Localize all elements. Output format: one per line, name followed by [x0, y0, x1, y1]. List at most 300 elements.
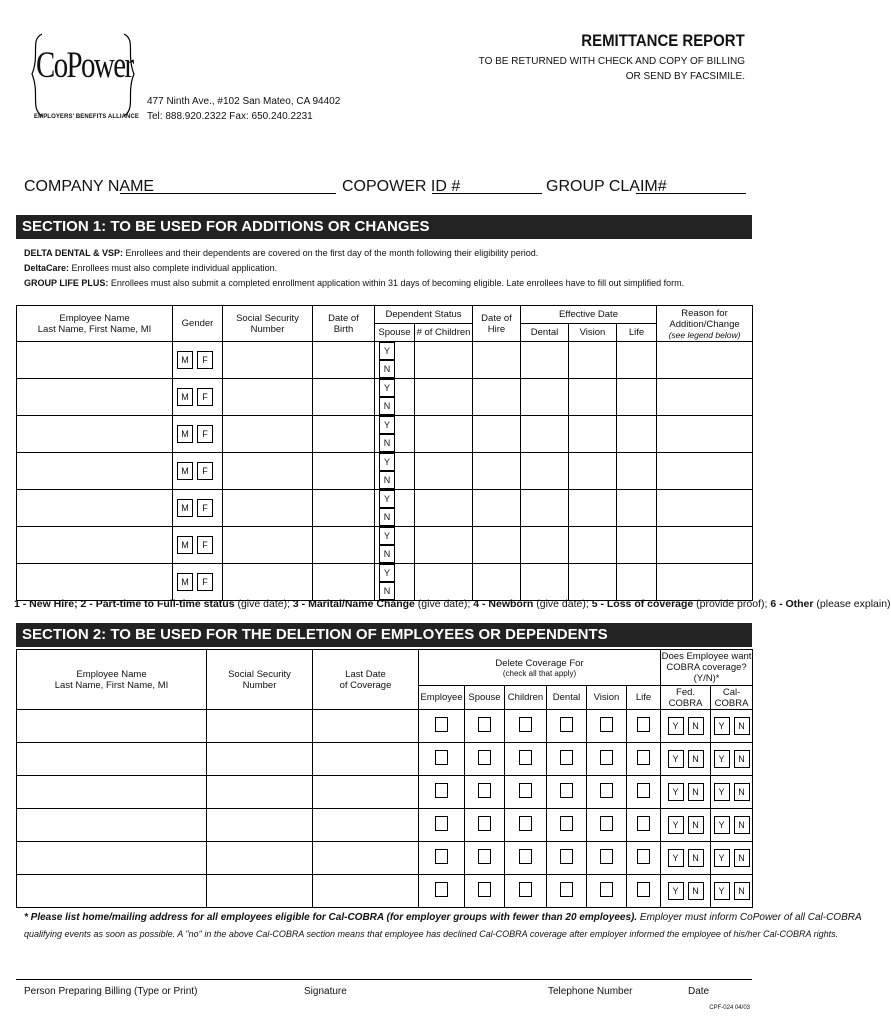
children-cell[interactable]: [415, 527, 473, 564]
header2-vision: Vision: [587, 686, 627, 710]
employee-name-cell[interactable]: [17, 776, 207, 809]
employee-check-cell: [419, 743, 465, 776]
employee-checkbox[interactable]: [435, 750, 448, 765]
cal-cobra-cell: [711, 743, 753, 776]
ssn-cell[interactable]: [223, 453, 313, 490]
spouse-check-cell: [465, 776, 505, 809]
dental-date-cell[interactable]: [521, 453, 569, 490]
children-check-cell: [505, 842, 547, 875]
gender-male-box[interactable]: M: [177, 388, 193, 406]
vision-check-cell: [587, 842, 627, 875]
header-employee-name: Employee Name Last Name, First Name, MI: [17, 306, 173, 342]
gender-male-box[interactable]: M: [177, 425, 193, 443]
fed-cobra-yes-box[interactable]: Y: [668, 783, 684, 801]
ssn-cell[interactable]: [223, 342, 313, 379]
dental-check-cell: [547, 809, 587, 842]
spouse-cell: [375, 379, 415, 416]
dental-check-cell: [547, 710, 587, 743]
dob-cell[interactable]: [313, 416, 375, 453]
telephone-label: Telephone Number: [548, 986, 633, 997]
addition-row: [17, 564, 753, 601]
header2-dental: Dental: [547, 686, 587, 710]
hire-date-cell[interactable]: [473, 564, 521, 601]
children-checkbox[interactable]: [519, 849, 532, 864]
dental-date-cell[interactable]: [521, 564, 569, 601]
last-date-cell[interactable]: [313, 776, 419, 809]
vision-date-cell[interactable]: [569, 490, 617, 527]
vision-checkbox[interactable]: [600, 882, 613, 897]
dental-check-cell: [547, 842, 587, 875]
cal-cobra-yes-box[interactable]: Y: [714, 750, 730, 768]
signature-label: Signature: [304, 986, 347, 997]
dental-checkbox[interactable]: [560, 717, 573, 732]
life-check-cell: [627, 842, 661, 875]
vision-date-cell[interactable]: [569, 342, 617, 379]
person-preparing-label: Person Preparing Billing (Type or Print): [24, 986, 198, 997]
header2-spouse: Spouse: [465, 686, 505, 710]
last-date-cell[interactable]: [313, 809, 419, 842]
dob-cell[interactable]: [313, 379, 375, 416]
reason-cell[interactable]: [657, 342, 753, 379]
children-cell[interactable]: [415, 379, 473, 416]
spouse-yes-box[interactable]: Y: [379, 490, 395, 508]
dental-check-cell: [547, 743, 587, 776]
fed-cobra-cell: [661, 743, 711, 776]
reason-legend: 1 - New Hire; 2 - Part-time to Full-time status (give date); 3 - Marital/Name Change (give date); 4 - Newborn (give date); 5 - Loss of coverage (provide proof); 6 - Other (please explain): [14, 598, 891, 610]
fed-cobra-yes-box[interactable]: Y: [668, 849, 684, 867]
addition-row: [17, 490, 753, 527]
dob-cell[interactable]: [313, 490, 375, 527]
vision-check-cell: [587, 875, 627, 908]
vision-check-cell: [587, 809, 627, 842]
fed-cobra-no-box[interactable]: N: [688, 783, 704, 801]
reason-cell[interactable]: [657, 416, 753, 453]
header2-cobra-question: Does Employee want COBRA coverage? (Y/N)*: [661, 651, 752, 684]
hire-date-cell[interactable]: [473, 416, 521, 453]
fed-cobra-yes-box[interactable]: Y: [668, 816, 684, 834]
gender-female-box[interactable]: F: [197, 388, 213, 406]
dental-date-cell[interactable]: [521, 527, 569, 564]
date-label: Date: [688, 986, 710, 997]
header2-last-date: Last Date of Coverage: [313, 650, 419, 710]
cal-cobra-cell: [711, 710, 753, 743]
company-name-label: COMPANY NAME: [24, 178, 155, 195]
section1-note-grouplife: GROUP LIFE PLUS: Enrollees must also submit a completed enrollment application within 31 days of becoming eligible. Late enrollees have to fill out simplified form.: [24, 278, 685, 288]
last-date-cell[interactable]: [313, 743, 419, 776]
spouse-no-box[interactable]: N: [379, 471, 395, 489]
gender-male-box[interactable]: M: [177, 462, 193, 480]
spouse-checkbox[interactable]: [478, 717, 491, 732]
fed-cobra-no-box[interactable]: N: [688, 849, 704, 867]
employee-checkbox[interactable]: [435, 882, 448, 897]
deletion-row: [17, 776, 753, 809]
spouse-no-box[interactable]: N: [379, 397, 395, 415]
employee-checkbox[interactable]: [435, 816, 448, 831]
vision-checkbox[interactable]: [600, 717, 613, 732]
header-reason: Reason for Addition/Change (see legend below): [657, 306, 753, 342]
ssn-cell[interactable]: [207, 743, 313, 776]
spouse-cell: [375, 453, 415, 490]
spouse-cell: [375, 490, 415, 527]
children-cell[interactable]: [415, 490, 473, 527]
employee-name-cell[interactable]: [17, 710, 207, 743]
cal-cobra-yes-box[interactable]: Y: [714, 882, 730, 900]
fed-cobra-cell: [661, 809, 711, 842]
deletions-table: [16, 649, 753, 908]
dental-date-cell[interactable]: [521, 342, 569, 379]
life-date-cell[interactable]: [617, 416, 657, 453]
children-check-cell: [505, 743, 547, 776]
header2-employee: Employee: [419, 686, 465, 710]
spouse-cell: [375, 342, 415, 379]
header-effective-date: Effective Date: [521, 306, 657, 324]
company-name-field[interactable]: [120, 193, 336, 194]
employee-name-cell[interactable]: [17, 342, 173, 379]
ssn-cell[interactable]: [207, 809, 313, 842]
fed-cobra-no-box[interactable]: N: [688, 750, 704, 768]
life-check-cell: [627, 809, 661, 842]
gender-male-box[interactable]: M: [177, 351, 193, 369]
fed-cobra-cell: [661, 842, 711, 875]
life-checkbox[interactable]: [637, 717, 650, 732]
gender-cell: [173, 379, 223, 416]
header-ssn: Social Security Number: [223, 306, 313, 342]
addition-row: [17, 527, 753, 564]
employee-check-cell: [419, 809, 465, 842]
cal-cobra-yes-box[interactable]: Y: [714, 783, 730, 801]
cal-cobra-no-box[interactable]: N: [734, 882, 750, 900]
deletion-row: [17, 710, 753, 743]
vision-checkbox[interactable]: [600, 816, 613, 831]
dental-check-cell: [547, 776, 587, 809]
cal-cobra-cell: [711, 776, 753, 809]
gender-male-box[interactable]: M: [177, 499, 193, 517]
group-claim-field[interactable]: [636, 193, 746, 194]
cal-cobra-no-box[interactable]: N: [734, 750, 750, 768]
life-date-cell[interactable]: [617, 379, 657, 416]
employee-name-cell[interactable]: [17, 875, 207, 908]
gender-cell: [173, 527, 223, 564]
life-checkbox[interactable]: [637, 750, 650, 765]
gender-female-box[interactable]: F: [197, 499, 213, 517]
gender-cell: [173, 453, 223, 490]
life-date-cell[interactable]: [617, 527, 657, 564]
spouse-no-box[interactable]: N: [379, 582, 395, 600]
vision-checkbox[interactable]: [600, 750, 613, 765]
header2-ssn: Social Security Number: [207, 650, 313, 710]
deletion-row: [17, 809, 753, 842]
section1-note-deltacare: DeltaCare: Enrollees must also complete individual application.: [24, 263, 278, 273]
fed-cobra-yes-box[interactable]: Y: [668, 882, 684, 900]
fed-cobra-yes-box[interactable]: Y: [668, 750, 684, 768]
addition-row: [17, 453, 753, 490]
spouse-yes-box[interactable]: Y: [379, 416, 395, 434]
dental-date-cell[interactable]: [521, 490, 569, 527]
life-check-cell: [627, 710, 661, 743]
gender-female-box[interactable]: F: [197, 351, 213, 369]
cal-cobra-cell: [711, 875, 753, 908]
ssn-cell[interactable]: [223, 379, 313, 416]
children-check-cell: [505, 776, 547, 809]
last-date-cell[interactable]: [313, 710, 419, 743]
employee-check-cell: [419, 875, 465, 908]
cobra-footnote-line2: qualifying events as soon as possible. A "no" in the above Cal-COBRA section means that employee has declined Cal-COBRA coverage after employer informed the employee of his/her Cal-COBRA rights.: [24, 929, 839, 939]
employee-checkbox[interactable]: [435, 783, 448, 798]
hire-date-cell[interactable]: [473, 453, 521, 490]
cal-cobra-yes-box[interactable]: Y: [714, 816, 730, 834]
spouse-checkbox[interactable]: [478, 816, 491, 831]
company-phone: Tel: 888.920.2322 Fax: 650.240.2231: [147, 111, 313, 122]
children-checkbox[interactable]: [519, 717, 532, 732]
dental-checkbox[interactable]: [560, 816, 573, 831]
hire-date-cell[interactable]: [473, 342, 521, 379]
dental-check-cell: [547, 875, 587, 908]
header2-children: Children: [505, 686, 547, 710]
fed-cobra-cell: [661, 710, 711, 743]
children-check-cell: [505, 710, 547, 743]
vision-checkbox[interactable]: [600, 849, 613, 864]
cal-cobra-cell: [711, 842, 753, 875]
gender-female-box[interactable]: F: [197, 425, 213, 443]
fed-cobra-no-box[interactable]: N: [688, 882, 704, 900]
reason-cell[interactable]: [657, 490, 753, 527]
addition-row: [17, 342, 753, 379]
spouse-check-cell: [465, 743, 505, 776]
life-date-cell[interactable]: [617, 453, 657, 490]
life-date-cell[interactable]: [617, 490, 657, 527]
cobra-footnote: * Please list home/mailing address for all employees eligible for Cal-COBRA (for employer groups with fewer than 20 employees). Employer must inform CoPower of all Cal-COBRA: [24, 912, 862, 923]
dob-cell[interactable]: [313, 564, 375, 601]
children-cell[interactable]: [415, 416, 473, 453]
dob-cell[interactable]: [313, 527, 375, 564]
spouse-yes-box[interactable]: Y: [379, 564, 395, 582]
fed-cobra-cell: [661, 776, 711, 809]
reason-cell[interactable]: [657, 564, 753, 601]
children-check-cell: [505, 809, 547, 842]
cal-cobra-cell: [711, 809, 753, 842]
children-check-cell: [505, 875, 547, 908]
gender-cell: [173, 416, 223, 453]
vision-date-cell[interactable]: [569, 379, 617, 416]
group-claim-label: GROUP CLAIM#: [546, 178, 667, 195]
report-subtitle-1: TO BE RETURNED WITH CHECK AND COPY OF BILLING: [478, 56, 745, 67]
header-life: Life: [617, 324, 657, 342]
spouse-yes-box[interactable]: Y: [379, 453, 395, 471]
additions-table: [16, 305, 753, 601]
spouse-yes-box[interactable]: Y: [379, 527, 395, 545]
fed-cobra-yes-box[interactable]: Y: [668, 717, 684, 735]
gender-female-box[interactable]: F: [197, 573, 213, 591]
spouse-check-cell: [465, 809, 505, 842]
dental-checkbox[interactable]: [560, 882, 573, 897]
fed-cobra-cell: [661, 875, 711, 908]
header-children: # of Children: [415, 324, 473, 342]
employee-name-cell[interactable]: [17, 564, 173, 601]
gender-cell: [173, 564, 223, 601]
employee-name-cell[interactable]: [17, 379, 173, 416]
report-title: REMITTANCE REPORT: [581, 31, 745, 50]
life-check-cell: [627, 743, 661, 776]
cal-cobra-no-box[interactable]: N: [734, 783, 750, 801]
children-cell[interactable]: [415, 342, 473, 379]
spouse-checkbox[interactable]: [478, 882, 491, 897]
employee-check-cell: [419, 842, 465, 875]
hire-date-cell[interactable]: [473, 527, 521, 564]
hire-date-cell[interactable]: [473, 379, 521, 416]
logo-tagline: EMPLOYERS' BENEFITS ALLIANCE: [34, 114, 140, 120]
addition-row: [17, 379, 753, 416]
employee-checkbox[interactable]: [435, 717, 448, 732]
life-checkbox[interactable]: [637, 783, 650, 798]
spouse-cell: [375, 527, 415, 564]
deletion-row: [17, 842, 753, 875]
section1-header: SECTION 1: TO BE USED FOR ADDITIONS OR CHANGES: [16, 215, 752, 239]
header-dental: Dental: [521, 324, 569, 342]
deletion-row: [17, 875, 753, 908]
ssn-cell[interactable]: [207, 710, 313, 743]
header2-cal-cobra: Cal-COBRA: [711, 686, 753, 710]
report-subtitle-2: OR SEND BY FACSIMILE.: [625, 71, 745, 82]
ssn-cell[interactable]: [223, 490, 313, 527]
hire-date-cell[interactable]: [473, 490, 521, 527]
header2-life: Life: [627, 686, 661, 710]
dental-date-cell[interactable]: [521, 416, 569, 453]
children-checkbox[interactable]: [519, 882, 532, 897]
vision-check-cell: [587, 776, 627, 809]
employee-name-cell[interactable]: [17, 490, 173, 527]
spouse-no-box[interactable]: N: [379, 508, 395, 526]
cal-cobra-yes-box[interactable]: Y: [714, 717, 730, 735]
spouse-check-cell: [465, 710, 505, 743]
spouse-no-box[interactable]: N: [379, 360, 395, 378]
last-date-cell[interactable]: [313, 875, 419, 908]
reason-cell[interactable]: [657, 453, 753, 490]
dental-date-cell[interactable]: [521, 379, 569, 416]
spouse-cell: [375, 564, 415, 601]
employee-name-cell[interactable]: [17, 743, 207, 776]
gender-female-box[interactable]: F: [197, 462, 213, 480]
header-gender: Gender: [173, 306, 223, 342]
spouse-yes-box[interactable]: Y: [379, 379, 395, 397]
ssn-cell[interactable]: [223, 564, 313, 601]
company-address: 477 Ninth Ave., #102 San Mateo, CA 94402: [147, 96, 341, 107]
life-checkbox[interactable]: [637, 882, 650, 897]
header-date-of-hire: Date of Hire: [473, 306, 521, 342]
dob-cell[interactable]: [313, 342, 375, 379]
vision-check-cell: [587, 743, 627, 776]
gender-female-box[interactable]: F: [197, 536, 213, 554]
vision-checkbox[interactable]: [600, 783, 613, 798]
ssn-cell[interactable]: [207, 776, 313, 809]
header2-delete-coverage: Delete Coverage For (check all that apply): [419, 650, 661, 686]
life-checkbox[interactable]: [637, 816, 650, 831]
vision-date-cell[interactable]: [569, 564, 617, 601]
employee-check-cell: [419, 710, 465, 743]
life-check-cell: [627, 776, 661, 809]
ssn-cell[interactable]: [223, 527, 313, 564]
employee-checkbox[interactable]: [435, 849, 448, 864]
header2-fed-cobra: Fed. COBRA: [661, 686, 711, 710]
life-check-cell: [627, 875, 661, 908]
copower-logo: [28, 30, 138, 130]
children-checkbox[interactable]: [519, 816, 532, 831]
spouse-no-box[interactable]: N: [379, 545, 395, 563]
spouse-no-box[interactable]: N: [379, 434, 395, 452]
copower-id-field[interactable]: [432, 193, 542, 194]
deletion-row: [17, 743, 753, 776]
employee-name-cell[interactable]: [17, 842, 207, 875]
header-dob: Date of Birth: [313, 306, 375, 342]
employee-name-cell[interactable]: [17, 416, 173, 453]
form-code: CPF-024 04/03: [709, 1005, 750, 1011]
spouse-checkbox[interactable]: [478, 783, 491, 798]
spouse-check-cell: [465, 842, 505, 875]
fed-cobra-no-box[interactable]: N: [688, 816, 704, 834]
dental-checkbox[interactable]: [560, 849, 573, 864]
life-date-cell[interactable]: [617, 564, 657, 601]
header-dependent-status: Dependent Status: [375, 306, 473, 324]
section1-note-delta: DELTA DENTAL & VSP: Enrollees and their dependents are covered on the first day of the month following their eligibility period.: [24, 248, 539, 258]
spouse-check-cell: [465, 875, 505, 908]
vision-date-cell[interactable]: [569, 453, 617, 490]
gender-cell: [173, 490, 223, 527]
employee-name-cell[interactable]: [17, 527, 173, 564]
vision-check-cell: [587, 710, 627, 743]
spouse-checkbox[interactable]: [478, 750, 491, 765]
employee-name-cell[interactable]: [17, 453, 173, 490]
ssn-cell[interactable]: [207, 875, 313, 908]
section2-header: SECTION 2: TO BE USED FOR THE DELETION OF EMPLOYEES OR DEPENDENTS: [16, 623, 752, 647]
cal-cobra-no-box[interactable]: N: [734, 717, 750, 735]
vision-date-cell[interactable]: [569, 527, 617, 564]
gender-male-box[interactable]: M: [177, 573, 193, 591]
children-checkbox[interactable]: [519, 750, 532, 765]
children-checkbox[interactable]: [519, 783, 532, 798]
ssn-cell[interactable]: [223, 416, 313, 453]
spouse-checkbox[interactable]: [478, 849, 491, 864]
reason-cell[interactable]: [657, 379, 753, 416]
cal-cobra-no-box[interactable]: N: [734, 849, 750, 867]
life-date-cell[interactable]: [617, 342, 657, 379]
dob-cell[interactable]: [313, 453, 375, 490]
header-spouse: Spouse: [375, 324, 415, 342]
cal-cobra-yes-box[interactable]: Y: [714, 849, 730, 867]
children-cell[interactable]: [415, 564, 473, 601]
ssn-cell[interactable]: [207, 842, 313, 875]
spouse-cell: [375, 416, 415, 453]
employee-name-cell[interactable]: [17, 809, 207, 842]
children-cell[interactable]: [415, 453, 473, 490]
gender-male-box[interactable]: M: [177, 536, 193, 554]
spouse-yes-box[interactable]: Y: [379, 342, 395, 360]
reason-cell[interactable]: [657, 527, 753, 564]
employee-check-cell: [419, 776, 465, 809]
gender-cell: [173, 342, 223, 379]
header-vision: Vision: [569, 324, 617, 342]
header2-employee-name: Employee Name Last Name, First Name, MI: [17, 650, 207, 710]
copower-id-label: COPOWER ID #: [342, 178, 461, 195]
dental-checkbox[interactable]: [560, 750, 573, 765]
last-date-cell[interactable]: [313, 842, 419, 875]
cal-cobra-no-box[interactable]: N: [734, 816, 750, 834]
life-checkbox[interactable]: [637, 849, 650, 864]
addition-row: [17, 416, 753, 453]
dental-checkbox[interactable]: [560, 783, 573, 798]
logo-text: CoPower: [36, 45, 133, 86]
signature-line[interactable]: [16, 979, 752, 980]
fed-cobra-no-box[interactable]: N: [688, 717, 704, 735]
vision-date-cell[interactable]: [569, 416, 617, 453]
